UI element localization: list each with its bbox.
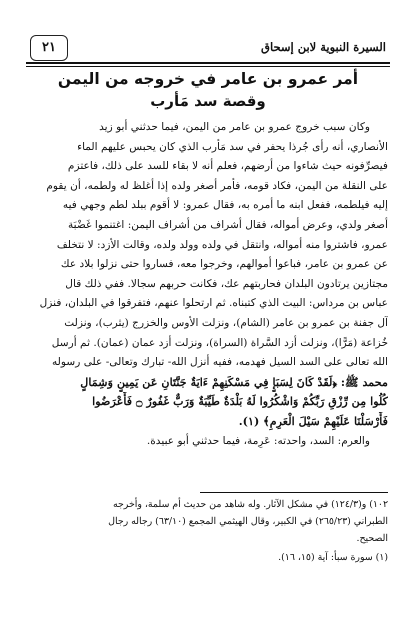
body-line: عن عمرو بن عامر، فباعوا أموالهم، وخرجوا معه، فساروا حتى نزلوا بلاد عك <box>60 258 388 271</box>
page-number: ٢١ <box>30 35 68 61</box>
footnote-separator <box>200 492 388 493</box>
body-line: عمرو، فاشتروا منه أمواله، وانتقل في ولده وولد ولده، وقالت الأزد: لا نتخلف <box>56 238 388 251</box>
header-rule-thin <box>26 66 390 67</box>
page-header <box>26 34 390 66</box>
footnote-line: الصحيح. <box>356 533 388 544</box>
body-line: مجتازين يرتادون البلدان فحاربتهم عك، فكانت حربهم سجالا. ففي ذلك قال <box>65 277 388 290</box>
body-text <box>28 118 388 451</box>
footnote-line: ١٠٢) و(١٢٤/٣) في مشكل الآثار. وله شاهد من حديث أم سلمة، وأخرجه <box>112 499 388 510</box>
body-line: خُزاعة (مَرًّا)، ونزلت أزد السَّراة (السراة)، ونزلت أزد عمان (عمان). ثم أرسل <box>51 336 388 349</box>
body-line: أصغر ولدي، وعرض أمواله، فقال أشراف من أشراف اليمن: اغتنموا غَضْبَة <box>67 218 388 231</box>
body-line: الله تعالى على السد السيل فهدمه، ففيه أنزل الله- تبارك وتعالى- على رسوله <box>51 356 388 369</box>
running-title: السيرة النبوية لابن إسحاق <box>261 40 386 54</box>
body-line: إليه فيلطمه، ففعل ابنه ما أمره به، فقال عمرو: لا أقوم ببلد لطم وجهي فيه <box>62 199 388 212</box>
quran-verse-line: محمد ﷺ: ﴿لَقَدْ كَانَ لِسَبَإٍ فِي مَسْكَنِهِمْ ءَايَةٌ جَنَّتَانِ عَن يَمِينٍ وَشِمَالٍ <box>80 374 388 389</box>
body-line: وكان سبب خروج عمرو بن عامر من اليمن، فيما حدثني أبو زيد <box>99 121 370 133</box>
header-rule-thick <box>26 62 390 64</box>
footnote-line: (١) سورة سبأ: آية (١٥، ١٦). <box>278 552 388 563</box>
body-line: والعرم: السد، واحدته: عَرِمة، فيما حدثني أبو عبيدة. <box>146 434 370 447</box>
body-line: فيصرِّفونه حيث شاءوا من أرضهم، فعلم أنه لا بقاء للسد على ذلك، فاعتزم <box>67 160 388 173</box>
footnote-line: الطبراني (٢٦٥/٢٣) في الكبير، وقال الهيثمي المجمع (٦٣/١٠) رجاله رجال <box>108 516 388 527</box>
quran-verse-line: فَأَرْسَلْنَا عَلَيْهِمْ سَيْلَ الْعَرِمِ﴾ (١). <box>238 413 388 428</box>
body-line: على النقلة من اليمن، فكاد قومه، فأمر أصغر ولده إذا أغلظ له ولطمه، أن يقوم <box>46 179 388 192</box>
chapter-subtitle: وقصة سد مَأرب <box>150 92 266 110</box>
quran-verse-line: كُلُوا مِن رِّزْقِ رَبِّكُمْ وَاشْكُرُوا لَهُ بَلْدَةٌ طَيِّبَةٌ وَرَبٌّ غَفُورٌ ۝ فَأَعْرَضُوا <box>92 394 388 409</box>
body-line: عباس بن مرداس: البيت الذي كتبناه. ثم ارتحلوا عنهم، فتفرقوا في البلدان، فنزل <box>39 297 388 310</box>
body-line: الأنصاري، أنه رأى جُرذا يحفر في سد مَأرب الذي كان يحبس عليهم الماء <box>77 140 388 153</box>
chapter-title: أمر عمرو بن عامر في خروجه من اليمن <box>57 70 359 88</box>
body-line: آل جفنة بن عمرو بن عامر (الشام)، ونزلت الأوس والخزرج (يثرب)، ونزلت <box>64 316 388 329</box>
